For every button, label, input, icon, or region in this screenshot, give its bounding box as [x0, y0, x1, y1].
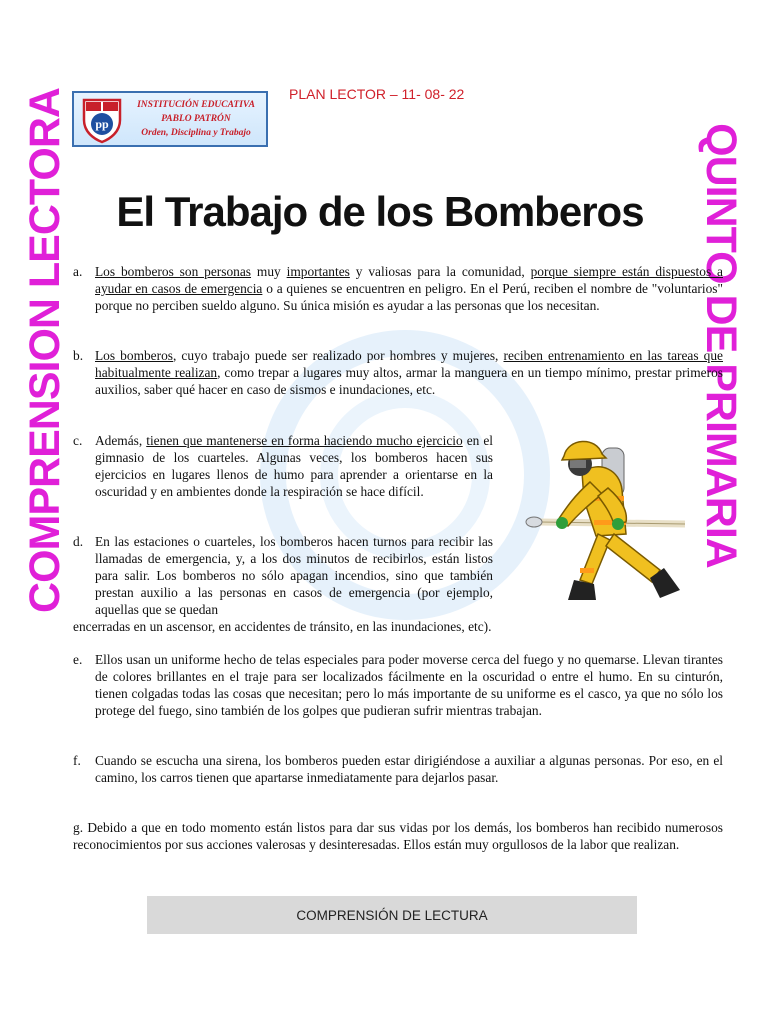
footer-section-label — [147, 896, 637, 934]
text-segment: , como trepar a lugares muy altos, armar la manguera en un tiempo mínimo, prestar primeros auxilios, saber qué hacer en caso de sismos e inundaciones, etc. — [95, 365, 723, 397]
logo-institution: INSTITUCIÓN EDUCATIVA — [137, 100, 255, 110]
text-segment: en el gimnasio de los cuarteles. Algunas veces, los bomberos hacen sus ejercicios en lugares llenos de humo para aprender a orientarse en la oscuridad y en ambientes donde la respiración se hace difícil. — [95, 433, 494, 499]
text-segment: Los bomberos son personas — [95, 264, 252, 279]
text-segment: porque siempre están dispuestos a ayudar en casos de emergencia — [95, 264, 723, 296]
text-segment: o a quienes se encuentren en peligro. En el Perú, reciben el nombre de "voluntarios" porque no perciben sueldo alguno. Su única misión es ayudar a las personas que los necesitan. — [95, 281, 723, 313]
paragraph-label: c. — [73, 433, 83, 448]
logo-school-name: PABLO PATRÓN — [161, 114, 231, 124]
text-segment: muy — [251, 264, 287, 279]
page-title: El Trabajo de los Bomberos — [116, 188, 644, 235]
text-segment: tienen que mantenerse en forma haciendo mucho ejercicio — [146, 433, 463, 448]
text-segment: reciben entrenamiento en las tareas que habitualmente realizan — [95, 348, 724, 380]
text-segment: y valiosas para la comunidad, — [349, 264, 531, 279]
text-segment: Los bomberos — [95, 348, 173, 363]
paragraph-d-continuation: encerradas en un ascensor, en accidentes de tránsito, en las inundaciones, etc). — [73, 619, 492, 634]
paragraph-label: d. — [73, 534, 84, 549]
shield-text: pp — [95, 117, 109, 131]
paragraph-f — [73, 752, 723, 786]
school-logo — [72, 91, 268, 147]
paragraph-g: g. Debido a que en todo momento están listos para dar sus vidas por los demás, los bomberos han recibido numerosos reconocimientos por sus acciones valerosas y desinteresadas. Ellos están muy orgullosos de la labor que realizan. — [73, 820, 723, 852]
logo-motto: Orden, Disciplina y Trabajo — [141, 128, 251, 138]
text-segment: importantes — [286, 264, 350, 279]
text-segment: , cuyo trabajo puede ser realizado por hombres y mujeres, — [173, 348, 504, 363]
paragraph-a — [73, 263, 723, 314]
text-segment: Ellos usan un uniforme hecho de telas especiales para poder moverse cerca del fuego y no quemarse. Llevan tirantes de colores brillantes en el traje para ser localizados fácilmente en la oscuridad o entre el humo. En su cinturón, tienen colgadas todas las cosas que necesitan; pero lo más importante de su uniforme es el casco, ya que no sólo los protege del fuego, sino también de los golpes que pudieran sufrir mientras trabajan. — [95, 652, 723, 718]
text-segment: Cuando se escucha una sirena, los bomberos pueden estar dirigiéndose a auxiliar a algunas personas. Por eso, en el camino, los carros tienen que apartarse inmediatamente para dejarlos pasar. — [95, 753, 723, 785]
quinto-primaria-label: QUINTO DE PRIMARIA — [696, 122, 745, 568]
side-label-right — [694, 122, 746, 568]
side-label-left — [19, 87, 71, 613]
paragraph-b — [73, 347, 724, 398]
text-segment: Además, — [95, 433, 147, 448]
paragraph-e — [73, 651, 723, 719]
shield-icon — [78, 96, 126, 144]
comprension-lectora-label: COMPRENSION LECTORA — [20, 87, 69, 613]
paragraph-label: e. — [73, 652, 83, 667]
paragraph-d — [73, 533, 493, 618]
paragraph-label: b. — [73, 348, 84, 363]
paragraph-c — [73, 432, 494, 500]
paragraph-label: f. — [73, 753, 81, 768]
plan-lector-date: PLAN LECTOR – 11- 08- 22 — [289, 86, 465, 102]
footer-text: COMPRENSIÓN DE LECTURA — [296, 907, 488, 923]
text-segment: En las estaciones o cuarteles, los bomberos hacen turnos para recibir las llamadas de emergencia, y, a los dos minutos de recibirlos, están listos para salir. Los bomberos no sólo apagan incendios, sino que también prestan auxilio a las personas en casos de emergencia (por ejemplo, aquellas que se quedan — [95, 534, 493, 617]
paragraph-label: a. — [73, 264, 83, 279]
firefighter-illustration — [510, 430, 695, 615]
